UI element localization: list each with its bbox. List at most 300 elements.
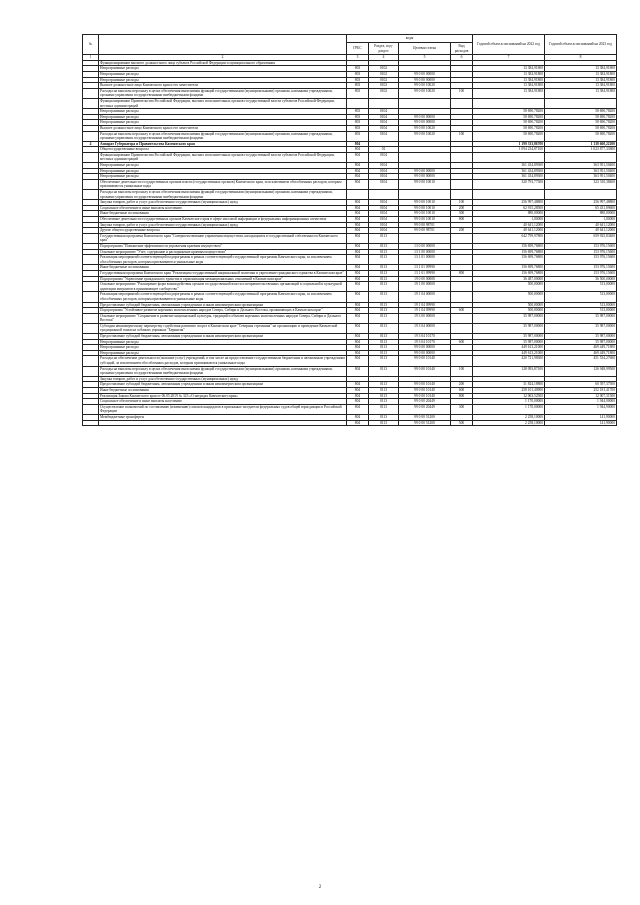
row-target-article: 99 0 00 10010	[399, 179, 451, 189]
row-section: 0104	[369, 125, 399, 131]
row-target-article: 99 0 00 10010	[399, 205, 451, 211]
row-amount-2022: 256 997,48800	[473, 200, 545, 206]
row-number	[83, 131, 99, 141]
table-row	[83, 88, 617, 98]
row-amount-2023: 13 384,91800	[545, 66, 617, 72]
row-expense-type	[451, 255, 473, 265]
row-amount-2023: 363 951,50400	[545, 163, 617, 169]
table-row	[83, 404, 617, 414]
row-name: Социальное обеспечение и иные выплаты населению	[99, 399, 347, 405]
row-expense-type: 200	[451, 228, 473, 234]
row-amount-2023: 659 925,83400	[545, 233, 617, 243]
row-amount-2023: 513,00000	[545, 292, 617, 302]
row-target-article: 19 3 04 10170	[399, 339, 451, 345]
row-amount-2022: 1 170,00000	[473, 404, 545, 414]
row-target-article: 99 0 00 00000	[399, 77, 451, 83]
row-target-article: 99 0 00 98701	[399, 222, 451, 228]
row-target-article: 99 0 00 10020	[399, 131, 451, 141]
row-number	[83, 88, 99, 98]
row-amount-2023: 469 449,71800	[545, 345, 617, 351]
row-amount-2022: 1 170,00000	[473, 399, 545, 405]
row-section: 0113	[369, 276, 399, 282]
row-grbs: 804	[347, 366, 369, 376]
row-target-article: 19 0 00 00000	[399, 276, 451, 282]
row-expense-type: 300	[451, 211, 473, 217]
row-grbs: 804	[347, 222, 369, 228]
table-body	[83, 60, 617, 425]
row-amount-2022: 13 384,91800	[473, 88, 545, 98]
row-name: Субсидия некоммерческому партнерству содействия развитию спорта в Камчатском крае "Северная стремнина" на организацию и проведение Камчатской традиционной гонки на собачьих упряжках "Берингия"	[99, 323, 347, 333]
row-target-article: 13 1 01 09990	[399, 265, 451, 271]
row-name: Непрограммные расходы	[99, 114, 347, 120]
row-target-article: 99 0 00 20449	[399, 399, 451, 405]
row-amount-2023: 13 384,91800	[545, 83, 617, 89]
row-amount-2023: 58 690,78200	[545, 131, 617, 141]
row-section: 0113	[369, 270, 399, 276]
header-codes: коды	[347, 35, 473, 43]
row-amount-2022	[473, 152, 545, 162]
row-amount-2023: 13 384,91800	[545, 88, 617, 98]
row-amount-2022: 31 824,18800	[473, 382, 545, 388]
row-target-article: 19 3 04 00000	[399, 323, 451, 333]
row-name: Подпрограмма "Устойчивое развитие коренных малочисленных народов Севера, Сибири и Дальнего Востока, проживающих в Камчатском крае"	[99, 308, 347, 314]
row-target-article: 99 0 00 10010	[399, 217, 451, 223]
row-section: 0102	[369, 77, 399, 83]
row-amount-2023: 60 397,37500	[545, 382, 617, 388]
row-amount-2022: 35 987,00000	[473, 313, 545, 323]
row-section: 0102	[369, 88, 399, 98]
row-grbs: 804	[347, 163, 369, 169]
row-grbs: 804	[347, 334, 369, 340]
row-grbs: 804	[347, 217, 369, 223]
row-section: 0113	[369, 282, 399, 292]
row-name: Непрограммные расходы	[99, 77, 347, 83]
row-expense-type: 600	[451, 339, 473, 345]
row-name: Предоставление субсидий бюджетным, автономным учреждениям и иным некоммерческим организациям	[99, 334, 347, 340]
row-name: Непрограммные расходы	[99, 350, 347, 356]
row-amount-2023: 153 976,15600	[545, 265, 617, 271]
row-grbs: 804	[347, 393, 369, 399]
row-amount-2023: 58 690,78200	[545, 109, 617, 115]
row-amount-2022: 35 987,00000	[473, 339, 545, 345]
row-section: 0104	[369, 120, 399, 126]
row-name: Предоставление субсидий бюджетным, автономным учреждениям и иным некоммерческим организациям	[99, 302, 347, 308]
row-target-article: 99 0 00 51200	[399, 414, 451, 420]
row-target-article: 99 0 00 00000	[399, 168, 451, 174]
row-grbs: 804	[347, 388, 369, 394]
row-name: Социальное обеспечение и иные выплаты населению	[99, 205, 347, 211]
row-amount-2022: 258 101,40900	[473, 388, 545, 394]
row-amount-2022: 58 690,78200	[473, 125, 545, 131]
row-amount-2023	[545, 98, 617, 108]
row-name: Расходы на выплаты персоналу в целях обеспечения выполнения функций государственными (муниципальными) органами, казенными учреждениями, органами управления государственными внебюджетными фондами	[99, 88, 347, 98]
row-grbs: 804	[347, 404, 369, 414]
row-expense-type	[451, 356, 473, 366]
row-name	[99, 420, 347, 426]
row-amount-2022: 128 093,87100	[473, 366, 545, 376]
row-grbs: 803	[347, 109, 369, 115]
row-grbs: 804	[347, 179, 369, 189]
row-amount-2022: 500,00000	[473, 302, 545, 308]
row-name: Непрограммные расходы	[99, 66, 347, 72]
row-section: 0104	[369, 217, 399, 223]
page-number: 2	[318, 885, 322, 890]
header-grbs: ГРБС	[347, 43, 369, 55]
row-amount-2023: 1 944,90000	[545, 404, 617, 414]
row-amount-2022: 35 987,00000	[473, 334, 545, 340]
row-section: 0113	[369, 255, 399, 265]
row-amount-2023: 513,00000	[545, 282, 617, 292]
row-grbs: 804	[347, 313, 369, 323]
row-grbs: 803	[347, 131, 369, 141]
column-number: 1	[83, 55, 99, 61]
table-row	[83, 313, 617, 323]
row-grbs: 804	[347, 141, 369, 147]
row-amount-2022: 500,00000	[473, 282, 545, 292]
row-amount-2023: 40 641,12000	[545, 228, 617, 234]
row-section: 0113	[369, 350, 399, 356]
row-target-article: 99 0 00 10140	[399, 393, 451, 399]
row-expense-type	[451, 98, 473, 108]
row-grbs: 804	[347, 255, 369, 265]
row-amount-2023: 513,00000	[545, 302, 617, 308]
row-amount-2022: 156 699,76800	[473, 265, 545, 271]
row-amount-2022: 58 690,78200	[473, 114, 545, 120]
row-section: 0113	[369, 265, 399, 271]
row-section: 0102	[369, 66, 399, 72]
row-amount-2023: 1 023 877,33800	[545, 147, 617, 153]
row-section: 0113	[369, 404, 399, 414]
row-section: 0113	[369, 382, 399, 388]
row-name: Подпрограмма "Укрепление гражданского единства и гармонизация межнациональных отношений в Камчатском крае"	[99, 276, 347, 282]
row-amount-2022: 58 690,78200	[473, 131, 545, 141]
row-target-article: 99 0 00 10010	[399, 200, 451, 206]
row-name: Расходы на выплаты персоналу в целях обеспечения выполнения функций государственными (муниципальными) органами, казенными учреждениями, органами управления государственными внебюджетными фондами	[99, 366, 347, 376]
column-number: 4	[369, 55, 399, 61]
row-amount-2022: 1 094 234,87100	[473, 147, 545, 153]
column-number: 8	[545, 55, 617, 61]
row-amount-2023: 153 976,15600	[545, 249, 617, 255]
row-section	[369, 98, 399, 108]
row-amount-2022: 35 987,00000	[473, 323, 545, 333]
row-grbs	[347, 190, 369, 200]
row-section: 0113	[369, 345, 399, 351]
row-expense-type	[451, 179, 473, 189]
row-number	[83, 255, 99, 265]
row-target-article: 99 0 00 10020	[399, 88, 451, 98]
row-target-article: 19 3 00 00000	[399, 313, 451, 323]
row-number	[83, 313, 99, 323]
row-name: Непрограммные расходы	[99, 120, 347, 126]
row-name: Непрограммные расходы	[99, 163, 347, 169]
table-row	[83, 323, 617, 333]
table-row	[83, 152, 617, 162]
row-name: Осуществление полномочий по составлению (изменению) списков кандидатов в присяжные заседатели федеральных судов общей юрисдикции в Российской Федерации	[99, 404, 347, 414]
row-expense-type: 800	[451, 270, 473, 276]
row-amount-2023: 513,00000	[545, 308, 617, 314]
row-section: 0113	[369, 302, 399, 308]
row-name: Функционирование Правительства Российской Федерации, высших исполнительных органов государственной власти субъектов Российской Федерации, местных администраций	[99, 152, 347, 162]
row-target-article: 99 0 00 51200	[399, 420, 451, 426]
column-number: 3	[347, 55, 369, 61]
header-name	[99, 35, 347, 55]
row-name: Другие общегосударственные вопросы	[99, 228, 347, 234]
row-section: 0104	[369, 222, 399, 228]
row-number	[83, 292, 99, 302]
row-expense-type: 200	[451, 205, 473, 211]
row-target-article: 99 0 00 10140	[399, 382, 451, 388]
row-name: Закупка товаров, работ и услуг для обеспечения государственных (муниципальных) нужд	[99, 376, 347, 382]
row-name: Закупка товаров, работ и услуг для обеспечения государственных (муниципальных) нужд	[99, 222, 347, 228]
row-name: Непрограммные расходы	[99, 168, 347, 174]
row-amount-2022: 449 613,21000	[473, 350, 545, 356]
row-number	[83, 152, 99, 162]
row-amount-2023: 58 690,78200	[545, 120, 617, 126]
row-section: 0113	[369, 313, 399, 323]
row-name: Предоставление субсидий бюджетным, автономным учреждениям и иным некоммерческим организациям	[99, 382, 347, 388]
row-number	[83, 420, 99, 426]
row-amount-2022: 361 434,89300	[473, 168, 545, 174]
row-expense-type: 600	[451, 388, 473, 394]
row-name: Функционирование высшего должностного лица субъекта Российской Федерации и муниципального образования	[99, 60, 347, 66]
row-section: 0104	[369, 179, 399, 189]
row-expense-type	[451, 152, 473, 162]
row-amount-2023: 126 948,99500	[545, 366, 617, 376]
row-amount-2022: 420 721,98300	[473, 356, 545, 366]
row-number	[83, 233, 99, 243]
row-amount-2022: 361 434,89300	[473, 163, 545, 169]
row-amount-2022: 880,00000	[473, 211, 545, 217]
table-row	[83, 292, 617, 302]
row-target-article: 19 1 04 09990	[399, 308, 451, 314]
row-section: 0104	[369, 168, 399, 174]
row-amount-2022: 36 487,00000	[473, 276, 545, 282]
row-number	[83, 190, 99, 200]
row-grbs: 803	[347, 66, 369, 72]
row-name: Расходы на обеспечение деятельности (оказание услуг) учреждений, в том числе на предоставление государственным бюджетным и автономным учреждениям субсидий, за исключением обособленных расходов, которым присваиваются уникальные коды	[100, 356, 345, 366]
column-number: 6	[451, 55, 473, 61]
row-target-article	[399, 152, 451, 162]
row-grbs	[347, 98, 369, 108]
row-grbs: 804	[347, 228, 369, 234]
row-name: Аппарат Губернатора и Правительства Камчатского края	[99, 141, 347, 147]
row-amount-2022: 500,00000	[473, 308, 545, 314]
row-grbs: 804	[347, 147, 369, 153]
row-expense-type: 100	[451, 131, 473, 141]
row-grbs: 804	[347, 382, 369, 388]
row-amount-2022: 1 199 333,86700	[473, 141, 545, 147]
row-amount-2022: 13 384,91800	[473, 77, 545, 83]
row-section: 0113	[369, 249, 399, 255]
row-amount-2023: 12 007,31500	[545, 393, 617, 399]
row-name: Основное мероприятие "Учет, содержание и распоряжение краевым имуществом"	[99, 249, 347, 255]
row-amount-2023: 65 431,89600	[545, 205, 617, 211]
row-grbs: 804	[347, 211, 369, 217]
row-amount-2023: 1 944,90000	[545, 399, 617, 405]
row-amount-2023: 363 951,50400	[545, 168, 617, 174]
column-number: 2	[99, 55, 347, 61]
row-target-article: 99 0 00 10140	[399, 356, 451, 366]
table-row	[83, 179, 617, 189]
row-grbs: 804	[347, 356, 369, 366]
row-amount-2022: 13 384,91800	[473, 71, 545, 77]
row-name: Непрограммные расходы	[99, 174, 347, 180]
row-name: Иные бюджетные ассигнования	[99, 211, 347, 217]
row-amount-2022: 2 258,10000	[473, 420, 545, 426]
row-target-article: 99 0 00 10140	[399, 388, 451, 394]
column-number: 5	[399, 55, 451, 61]
row-section: 0104	[369, 114, 399, 120]
row-amount-2023: 35 987,00000	[545, 339, 617, 345]
row-target-article: 19 1 04 00000	[399, 292, 451, 302]
row-target-article: 13 1 00 00000	[399, 249, 451, 255]
row-section: 0113	[369, 420, 399, 426]
row-amount-2022: 58 690,78200	[473, 120, 545, 126]
row-grbs: 803	[347, 114, 369, 120]
row-name: Закупка товаров, работ и услуг для обеспечения государственных (муниципальных) нужд	[99, 200, 347, 206]
header-razdel: Раздел, под-раздел	[369, 43, 399, 55]
row-name: Реализация мероприятий соответствующей подпрограммы в рамках соответствующей государственной программы Камчатского края, за исключением обособленных расходов, которым присваиваются уникальные коды	[99, 292, 347, 302]
row-grbs: 803	[347, 83, 369, 89]
row-expense-type: 800	[451, 393, 473, 399]
row-section: 0104	[369, 174, 399, 180]
row-name: Высшее должностное лицо Камчатского края и его заместители	[99, 83, 347, 89]
row-section: 0104	[369, 200, 399, 206]
row-amount-2023: 13 384,91800	[545, 71, 617, 77]
header-expense-type: Вид расходов	[451, 43, 473, 55]
row-name: Основное мероприятие "Сохранение и развитие национальной культуры, традиций и обычаев коренных малочисленных народов Севера, Сибири и Дальнего Востока"	[99, 313, 347, 323]
row-target-article: 99 0 00 98701	[399, 228, 451, 234]
row-grbs: 804	[347, 339, 369, 345]
row-grbs: 804	[347, 233, 369, 243]
row-name: Расходы на выплаты персоналу в целях обеспечения выполнения функций государственными (муниципальными) органами, казенными учреждениями, органами управления государственными внебюджетными фондами	[99, 190, 347, 200]
row-amount-2022: 13 384,91800	[473, 66, 545, 72]
row-section: 0113	[369, 243, 399, 249]
row-number	[83, 366, 99, 376]
row-expense-type: 100	[451, 88, 473, 98]
row-target-article: 19 1 00 00000	[399, 282, 451, 292]
budget-table	[82, 34, 617, 426]
row-expense-type	[451, 313, 473, 323]
row-amount-2022: 13 384,91800	[473, 83, 545, 89]
row-grbs: 804	[347, 323, 369, 333]
row-grbs: 804	[347, 292, 369, 302]
row-grbs: 804	[347, 270, 369, 276]
row-grbs: 804	[347, 308, 369, 314]
row-name: Функционирование Правительства Российской Федерации, высших исполнительных органов государственной власти субъектов Российской Федерации, местных администраций	[99, 98, 347, 108]
row-amount-2022	[473, 190, 545, 200]
row-expense-type: 100	[451, 366, 473, 376]
row-number: 4	[83, 141, 99, 147]
header-target-article: Целевая статья	[399, 43, 451, 55]
row-amount-2022: 642 799,97800	[473, 233, 545, 243]
row-expense-type: 500	[451, 420, 473, 426]
row-section: 01	[369, 147, 399, 153]
row-expense-type: 100	[451, 200, 473, 206]
row-grbs: 804	[347, 276, 369, 282]
table-row	[83, 366, 617, 376]
row-target-article: 99 0 00 00000	[399, 114, 451, 120]
row-number	[83, 323, 99, 333]
row-target-article: 99 0 00 10010	[399, 211, 451, 217]
row-grbs: 804	[347, 399, 369, 405]
row-target-article: 99 0 00 00000	[399, 174, 451, 180]
table-row	[83, 420, 617, 426]
row-amount-2022: 62 915,28500	[473, 205, 545, 211]
row-section: 0113	[369, 393, 399, 399]
row-amount-2023	[545, 190, 617, 200]
row-section: 0104	[369, 131, 399, 141]
row-section: 0104	[369, 211, 399, 217]
row-amount-2022: 40 641,12000	[473, 228, 545, 234]
table-row	[83, 282, 617, 292]
row-expense-type: 800	[451, 217, 473, 223]
row-section: 0113	[369, 292, 399, 302]
row-grbs: 803	[347, 71, 369, 77]
row-target-article: 99 0 00 00000	[399, 71, 451, 77]
row-amount-2022: 449 613,21000	[473, 345, 545, 351]
row-name: Общегосударственные вопросы	[99, 147, 347, 153]
row-amount-2023: 153 976,15600	[545, 255, 617, 265]
row-section: 0113	[369, 334, 399, 340]
row-grbs: 804	[347, 168, 369, 174]
row-amount-2022: 12 063,52500	[473, 393, 545, 399]
row-amount-2023: 13 384,91800	[545, 77, 617, 83]
row-amount-2023: 141,90000	[545, 414, 617, 420]
row-grbs: 803	[347, 77, 369, 83]
row-amount-2023: 58 690,78200	[545, 125, 617, 131]
row-grbs: 804	[347, 243, 369, 249]
row-amount-2023: 451 534,27600	[545, 356, 617, 366]
row-number	[83, 98, 99, 108]
row-amount-2023: 252 181,41700	[545, 388, 617, 394]
row-target-article: 99 0 00 20449	[399, 404, 451, 414]
row-section: 0113	[369, 339, 399, 345]
row-target-article	[399, 233, 451, 243]
header-2023: Годовой объем ассигнований на 2023 год	[545, 35, 617, 55]
row-grbs: 803	[347, 120, 369, 126]
row-amount-2022: 58 690,78200	[473, 109, 545, 115]
row-section: 0104	[369, 228, 399, 234]
row-amount-2022: 361 434,89300	[473, 174, 545, 180]
row-name: Основное мероприятие "Расширение форм взаимодействия органов государственной власти и неправительственных организаций в социальной и культурной адаптации мигрантов в принимающее сообщество"	[99, 282, 347, 292]
header-number: №	[83, 35, 99, 55]
table-row	[83, 190, 617, 200]
header-2022: Годовой объем ассигнований на 2022 год	[473, 35, 545, 55]
row-amount-2022: 156 699,76800	[473, 255, 545, 265]
row-name: Иные бюджетные ассигнования	[99, 388, 347, 394]
row-name: Реализация Закона Камчатского края от 06.05.2019 № 323 «О наградах Камчатского края»	[99, 393, 347, 399]
row-grbs: 804	[347, 249, 369, 255]
row-section: 0102	[369, 71, 399, 77]
row-expense-type	[451, 292, 473, 302]
row-amount-2022	[473, 98, 545, 108]
row-amount-2022: 320 793,77300	[473, 179, 545, 189]
row-name: Реализация мероприятий соответствующей подпрограммы в рамках соответствующей государственной программы Камчатского края, за исключением обособленных расходов, которым присваиваются уникальные коды	[99, 255, 347, 265]
row-grbs: 804	[347, 265, 369, 271]
row-name: Подпрограмма "Повышение эффективности управления краевым имуществом"	[99, 243, 347, 249]
row-amount-2023: 35 987,00000	[545, 323, 617, 333]
row-target-article: 19 3 04 10170	[399, 334, 451, 340]
row-number	[83, 282, 99, 292]
row-grbs: 804	[347, 345, 369, 351]
row-expense-type: 200	[451, 382, 473, 388]
row-target-article: 19 1 04 09990	[399, 302, 451, 308]
row-expense-type: 300	[451, 404, 473, 414]
row-amount-2023: 1,00000	[545, 217, 617, 223]
row-section: 0113	[369, 399, 399, 405]
row-name: Иные бюджетные ассигнования	[99, 265, 347, 271]
